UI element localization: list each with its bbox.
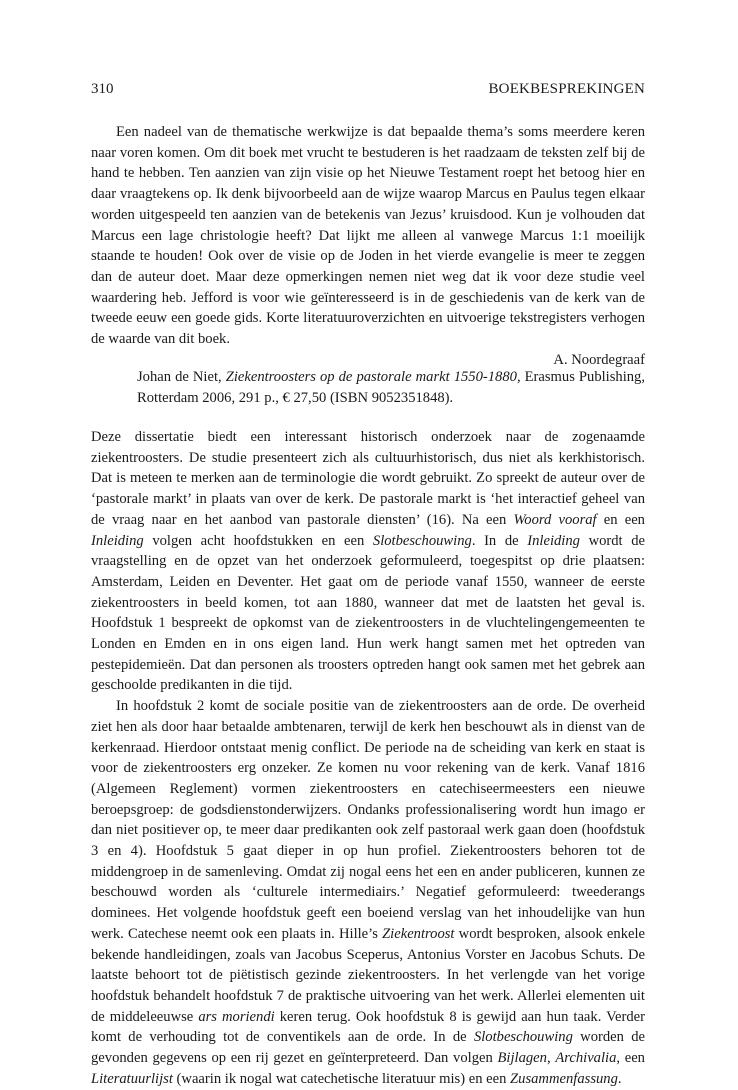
text-run: keren terug. Ook hoofdstuk 8 is gewijd aan hun taak. Verder komt de verhouding tot de conventikels aan de orde. In de <box>91 1008 645 1046</box>
text-run: , <box>546 1050 556 1067</box>
text-run: volgen acht hoofdstukken en een <box>143 532 373 549</box>
italic-run: Woord vooraf <box>513 511 597 528</box>
text-run: wordt besproken, alsook enkele bekende handleidingen, zoals van Jacobus Sceperus, Antonius Vorster en Jacobus Schuts. De laatste behoort tot de piëtistisch gezinde ziekentroosters. In het verlengde van het vorige hoofdstuk behandelt hoofdstuk 7 de praktische uitvoering van het werk. Allerlei elementen uit de middeleeuwse <box>91 925 646 1025</box>
text-run: en een <box>596 511 645 528</box>
italic-run: Slotbeschouwing <box>473 1029 573 1046</box>
text-run: (waarin ik nogal wat catechetische literatuur mis) en een <box>172 1070 511 1087</box>
italic-run: Inleiding <box>527 532 580 549</box>
review-body <box>91 427 645 1090</box>
text-run: wordt de vraagstelling en de opzet van het onderzoek geformuleerd, toegespitst op drie plaatsen: Amsterdam, Leiden en Deventer. Het gaat om de periode vanaf 1550, wanneer de eerste ziekentroosters in beeld komen, tot aan 1880, wanneer dat met de laatsten het geval is. Hoofdstuk 1 bespreekt de opkomst van de ziekentroosters in de vluchtelingengemeenten te Londen en Emden en in ons eigen land. Hun werk hangt samen met het optreden van pestepidemieën. Dat dan personen als troosters optreden hangt ook samen met het gebrek aan geschoolde predikanten in die tijd. <box>91 532 646 694</box>
italic-run: Archivalia <box>555 1050 617 1067</box>
italic-run: Literatuurlijst <box>91 1070 173 1087</box>
citation-title: Ziekentroosters op de pastorale markt 1550-1880 <box>225 369 517 385</box>
running-title: BOEKBESPREKINGEN <box>488 81 645 97</box>
italic-run: ars moriendi <box>198 1008 275 1025</box>
review-paragraph-2 <box>91 696 645 1089</box>
italic-run: Zusammenfassung <box>510 1070 618 1087</box>
text-run: . In de <box>471 532 528 549</box>
text-run: In hoofdstuk 2 komt de sociale positie van de ziekentroosters aan de orde. De overheid ziet hen als door haar betaalde ambtenaren, terwijl de kerk hen beschouwt als in dienst van de kerkenraad. Hierdoor ontstaat menig conflict. De periode na de scheiding van kerk en staat is voor de ziekentroosters erg onzeker. Ze komen nu voor rekening van de kerk. Vanaf 1816 (Algemeen Reglement) vormen ziekentroosters en catechiseermeesters een nieuwe beroepsgroep: de godsdienstonderwijzers. Ondanks professionalisering wordt hun imago er dan niet positiever op, te meer daar predikanten ook zelf pastoraal werk gaan doen (hoofdstuk 3 en 4). Hoofdstuk 5 gaat dieper in op hun profiel. Ziekentroosters behoren tot de middengroep in de samenleving. Omdat zij nogal eens het een en ander publiceren, kunnen ze beschouwd worden als ‘culturele intermediairs.’ Negatief geformuleerd: tweederangs dominees. Het volgende hoofdstuk geeft een boeiend verslag van het inhoudelijke van hun werk. Catechese neemt ook een plaats in. Hille’s <box>91 698 645 942</box>
review-continuation <box>91 122 645 370</box>
running-header <box>91 79 645 99</box>
citation-details: , Erasmus Publishing, Rotterdam 2006, 291 p., € 27,50 (ISBN 9052351848). <box>137 369 646 406</box>
review-paragraph-1 <box>91 427 645 696</box>
text-run: , een <box>616 1050 645 1067</box>
italic-run: Bijlagen <box>497 1050 547 1067</box>
italic-run: Slotbeschouwing <box>372 532 472 549</box>
review-paragraph: Een nadeel van de thematische werkwijze is dat bepaalde thema’s soms meerdere keren naar voren komen. Om dit boek met vrucht te bestuderen is het raadzaam de teksten zelf bij de hand te hebben. Ten aanzien van zijn visie op het Nieuwe Testament roept het betoog hier en daar vraagtekens op. Ik denk bijvoorbeeld aan de wijze waarop Marcus en Paulus tegen elkaar worden uitgespeeld ten aanzien van de betekenis van Jezus’ kruisdood. Kun je volhouden dat Marcus een lage christologie heeft? Dat lijkt me alleen al vanwege Marcus 1:1 moeilijk staande te houden! Ook over de visie op de Joden in het vierde evangelie is meer te zeggen dan de auteur doet. Maar deze opmerkingen nemen niet weg dat ik voor deze studie veel waardering heb. Jefford is voor wie geïnteresseerd is in de geschiedenis van de kerk van de tweede eeuw een goede gids. Korte literatuuroverzichten en uitvoerige tekstregisters verhogen de waarde van dit boek. <box>91 124 645 348</box>
italic-run: Inleiding <box>91 532 144 549</box>
text-run: Deze dissertatie biedt een interessant historisch onderzoek naar de zogenaamde ziekentroosters. De studie presenteert zich als cultuurhistorisch, dus niet als kerkhistorisch. Dat is meteen te merken aan de terminologie die wordt gebruikt. Zo spreekt de auteur over de ‘pastorale markt’ in plaats van over de kerk. De pastorale markt is ‘het interactief geheel van de vraag naar en het aanbod van pastorale diensten’ (16). Na een <box>91 429 645 528</box>
italic-run: Ziekentroost <box>382 925 455 942</box>
text-run: . <box>617 1070 622 1087</box>
citation-author: Johan de Niet, <box>137 369 222 385</box>
book-citation <box>137 367 645 408</box>
citation-text <box>137 367 645 408</box>
text-run: worden de gevonden gegevens op een rij gezet en geïnterpreteerd. Dan volgen <box>91 1029 646 1067</box>
page-number: 310 <box>91 81 114 97</box>
reviewer-signature: A. Noordegraaf <box>553 351 645 368</box>
